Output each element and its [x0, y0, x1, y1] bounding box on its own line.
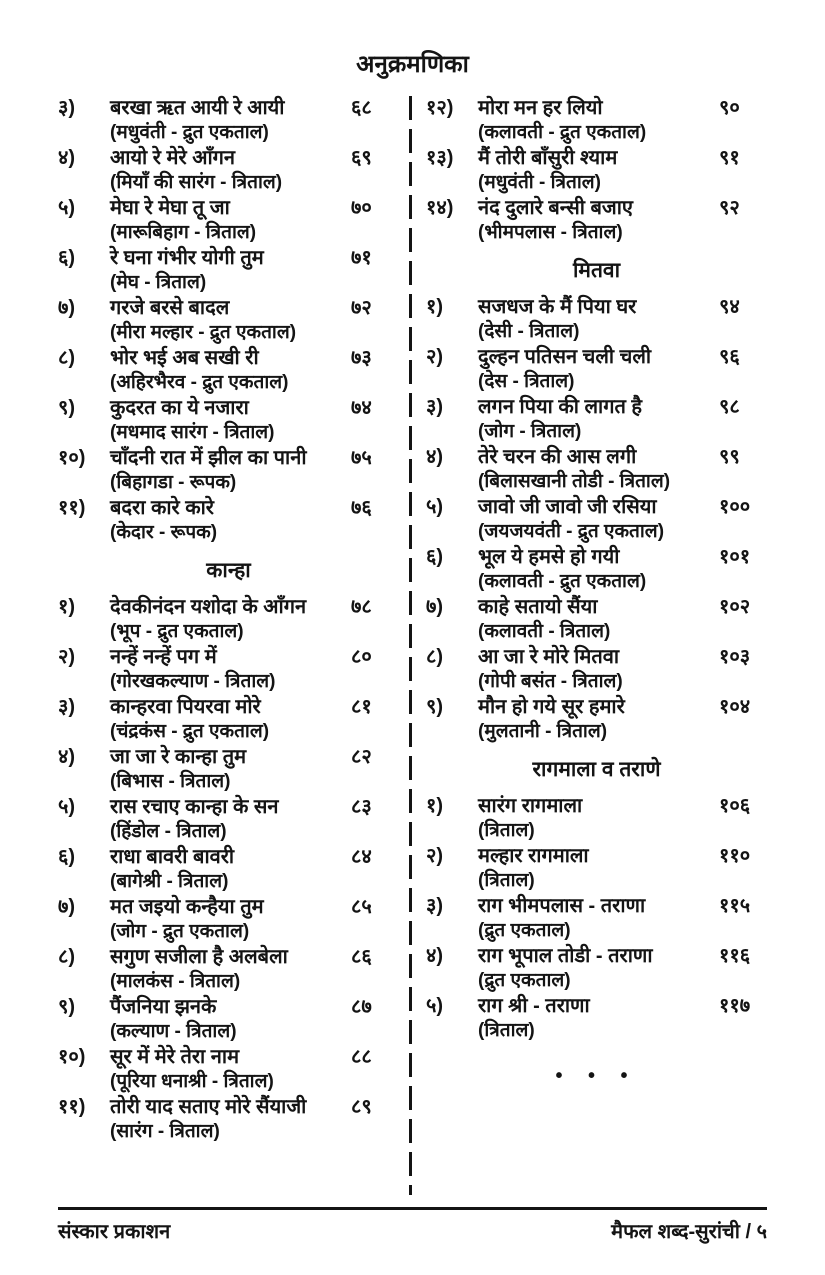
toc-entry — [58, 96, 399, 145]
entry-raga: (कलावती - द्रुत एकताल) — [478, 122, 647, 143]
entry-title: मौन हो गये सूर हमारे — [478, 696, 625, 718]
entry-title: कान्हरवा पियरवा मोरे — [110, 696, 261, 718]
entry-title: मेघा रे मेघा तू जा — [110, 197, 230, 219]
entry-row — [58, 96, 399, 121]
entry-title: मत जइयो कन्हैया तुम — [110, 896, 264, 918]
toc-entry — [58, 396, 399, 445]
entry-page-number: ८८ — [351, 1046, 372, 1068]
entry-page-number: ६८ — [351, 97, 372, 119]
entry-row — [58, 945, 399, 970]
entry-row — [58, 246, 399, 271]
entry-number: ५) — [58, 796, 76, 818]
entry-row — [58, 595, 399, 620]
toc-entry — [58, 595, 399, 644]
entry-title: रास रचाए कान्हा के सन — [110, 796, 279, 818]
entry-number: ९) — [58, 397, 76, 419]
entry-raga: (देसी - त्रिताल) — [478, 321, 580, 342]
entry-title: राग भूपाल तोडी - तराणा — [478, 945, 653, 967]
entry-raga: (मालकंस - त्रिताल) — [110, 971, 241, 992]
entry-number: २) — [58, 646, 76, 668]
entry-raga: (मधुवंती - द्रुत एकताल) — [110, 122, 269, 143]
toc-entry — [58, 745, 399, 794]
entry-title: मल्हार रागमाला — [478, 845, 589, 867]
entry-row — [426, 994, 767, 1019]
entry-raga: (कलावती - द्रुत एकताल) — [478, 571, 647, 592]
entry-number: १) — [426, 296, 444, 318]
entry-row — [58, 1095, 399, 1120]
entry-raga: (हिंडोल - त्रिताल) — [110, 821, 227, 842]
entry-title: दुल्हन पतिसन चली चली — [478, 346, 652, 368]
entry-row — [426, 545, 767, 570]
entry-title: भूल ये हमसे हो गयी — [478, 546, 620, 568]
entry-row — [58, 496, 399, 521]
entry-page-number: ७२ — [351, 297, 372, 319]
entry-row — [58, 845, 399, 870]
entry-number: ६) — [426, 546, 444, 568]
entry-page-number: ९४ — [719, 296, 740, 318]
entry-title: राधा बावरी बावरी — [110, 846, 235, 868]
entry-number: ३) — [426, 396, 444, 418]
entry-number: ७) — [426, 596, 444, 618]
entry-raga: (बिभास - त्रिताल) — [110, 771, 231, 792]
entry-number: ४) — [58, 147, 76, 169]
end-mark: • • • — [555, 1065, 638, 1087]
entry-row — [58, 296, 399, 321]
entry-title: जावो जी जावो जी रसिया — [478, 496, 657, 518]
entry-page-number: ८९ — [351, 1096, 372, 1118]
entry-page-number: ११७ — [719, 995, 751, 1017]
toc-entry — [426, 794, 767, 843]
entry-page-number: ७६ — [351, 497, 372, 519]
entry-title: मैं तोरी बाँसुरी श्याम — [478, 147, 618, 169]
entry-row — [58, 695, 399, 720]
entry-row — [58, 745, 399, 770]
entry-page-number: ७८ — [351, 596, 372, 618]
entry-row — [426, 645, 767, 670]
entry-page-number: ११६ — [719, 945, 751, 967]
entry-raga: (बिहागडा - रूपक) — [110, 472, 237, 493]
entry-page-number: १०० — [719, 496, 751, 518]
entry-number: २) — [426, 346, 444, 368]
entry-raga: (मियाँ की सारंग - त्रिताल) — [110, 172, 283, 193]
entry-row — [426, 345, 767, 370]
entry-raga: (त्रिताल) — [478, 1020, 535, 1041]
toc-entry — [58, 296, 399, 345]
entry-row — [58, 1045, 399, 1070]
entry-row — [426, 196, 767, 221]
entry-number: ३) — [426, 895, 444, 917]
entry-number: ५) — [426, 496, 444, 518]
entry-raga: (पूरिया धनाश्री - त्रिताल) — [110, 1071, 274, 1092]
entry-row — [426, 944, 767, 969]
entry-raga: (चंद्रकंस - द्रुत एकताल) — [110, 721, 270, 742]
entry-row — [58, 895, 399, 920]
entry-page-number: १०६ — [719, 795, 751, 817]
entry-page-number: १०१ — [719, 546, 751, 568]
entry-page-number: ७३ — [351, 347, 372, 369]
entry-row — [58, 446, 399, 471]
entry-row — [426, 445, 767, 470]
entry-number: २) — [426, 845, 444, 867]
entry-number: ९) — [58, 996, 76, 1018]
entry-title: देवकीनंदन यशोदा के आँगन — [110, 596, 307, 618]
entry-number: ६) — [58, 846, 76, 868]
footer-book-page-number: मैफल शब्द-सुरांची / ५ — [611, 1221, 767, 1243]
toc-entry — [426, 96, 767, 145]
entry-number: ३) — [58, 696, 76, 718]
entry-row — [58, 795, 399, 820]
footer-publisher: संस्कार प्रकाशन — [58, 1221, 171, 1243]
toc-entry — [58, 446, 399, 495]
entry-number: ८) — [58, 946, 76, 968]
entry-page-number: १०४ — [719, 696, 751, 718]
toc-entry — [58, 146, 399, 195]
entry-row — [426, 695, 767, 720]
toc-entry — [426, 894, 767, 943]
entry-page-number: ७४ — [351, 397, 372, 419]
entry-row — [58, 146, 399, 171]
entry-title: आ जा रे मोरे मितवा — [478, 646, 620, 668]
entry-page-number: ९६ — [719, 346, 740, 368]
entry-raga: (भीमपलास - त्रिताल) — [478, 222, 623, 243]
entry-page-number: १०३ — [719, 646, 751, 668]
entry-row — [426, 894, 767, 919]
entry-number: ११) — [58, 497, 86, 519]
entry-title: सारंग रागमाला — [478, 795, 583, 817]
toc-entry — [58, 346, 399, 395]
entry-raga: (मुलतानी - त्रिताल) — [478, 721, 608, 742]
entry-number: १४) — [426, 197, 454, 219]
entry-raga: (गोरखकल्याण - त्रिताल) — [110, 671, 276, 692]
entry-row — [426, 295, 767, 320]
entry-title: भोर भई अब सखी री — [110, 347, 259, 369]
entry-number: ४) — [426, 446, 444, 468]
entry-row — [58, 645, 399, 670]
toc-entry — [426, 445, 767, 494]
toc-entry — [58, 795, 399, 844]
entry-raga: (सारंग - त्रिताल) — [110, 1121, 220, 1142]
entry-title: नंद दुलारे बन्सी बजाए — [478, 197, 633, 219]
section-heading: मितवा — [572, 259, 621, 282]
entry-row — [58, 196, 399, 221]
entry-number: १२) — [426, 97, 454, 119]
entry-number: ११) — [58, 1096, 86, 1118]
entry-number: १) — [58, 596, 76, 618]
entry-row — [426, 844, 767, 869]
toc-entry — [58, 645, 399, 694]
entry-number: ४) — [58, 746, 76, 768]
entry-number: ५) — [426, 995, 444, 1017]
entry-raga: (मारूबिहाग - त्रिताल) — [110, 222, 257, 243]
toc-entry — [426, 695, 767, 744]
entry-raga: (देस - त्रिताल) — [478, 371, 575, 392]
entry-page-number: ८३ — [351, 796, 372, 818]
right-column — [412, 96, 767, 1195]
toc-entry — [426, 645, 767, 694]
toc-entry — [426, 345, 767, 394]
entry-raga: (त्रिताल) — [478, 870, 535, 891]
toc-entry — [58, 246, 399, 295]
entry-page-number: ९२ — [719, 197, 740, 219]
entry-title: जा जा रे कान्हा तुम — [110, 746, 247, 768]
entry-title: कुदरत का ये नजारा — [110, 397, 249, 419]
toc-entry — [426, 146, 767, 195]
entry-page-number: ६९ — [351, 147, 372, 169]
page-title: अनुक्रमणिका — [356, 51, 469, 78]
entry-raga: (भूप - द्रुत एकताल) — [110, 621, 244, 642]
entry-title: सजधज के मैं पिया घर — [478, 296, 637, 318]
entry-title: रे घना गंभीर योगी तुम — [110, 247, 264, 269]
toc-entry — [426, 844, 767, 893]
toc-entry — [426, 595, 767, 644]
entry-title: बदरा कारे कारे — [110, 497, 214, 519]
entry-title: सूर में मेरे तेरा नाम — [110, 1046, 240, 1068]
entry-page-number: ७५ — [351, 447, 372, 469]
entry-number: ३) — [58, 97, 76, 119]
entry-title: राग भीमपलास - तराणा — [478, 895, 646, 917]
entry-row — [58, 396, 399, 421]
toc-entry — [426, 994, 767, 1043]
entry-title: पैंजनिया झनके — [110, 996, 217, 1018]
entry-raga: (जोग - त्रिताल) — [478, 421, 582, 442]
toc-columns — [58, 96, 767, 1195]
entry-row — [426, 595, 767, 620]
entry-row — [426, 146, 767, 171]
toc-entry — [426, 944, 767, 993]
entry-raga: (मेघ - त्रिताल) — [110, 272, 207, 293]
entry-row — [58, 995, 399, 1020]
entry-raga: (त्रिताल) — [478, 820, 535, 841]
entry-page-number: ७० — [351, 197, 372, 219]
entry-title: सगुण सजीला है अलबेला — [110, 946, 288, 968]
entry-raga: (जोग - द्रुत एकताल) — [110, 921, 250, 942]
entry-title: काहे सतायो सैंया — [478, 596, 598, 618]
entry-title: नन्हें नन्हें पग में — [110, 646, 217, 668]
entry-number: १) — [426, 795, 444, 817]
entry-page-number: ९९ — [719, 446, 740, 468]
toc-entry — [426, 196, 767, 245]
left-column — [58, 96, 409, 1195]
entry-row — [426, 794, 767, 819]
entry-raga: (द्रुत एकताल) — [478, 920, 571, 941]
entry-title: तोरी याद सताए मोरे सैंयाजी — [110, 1096, 307, 1118]
entry-row — [426, 495, 767, 520]
entry-number: ५) — [58, 197, 76, 219]
entry-number: ४) — [426, 945, 444, 967]
entry-page-number: ८५ — [351, 896, 372, 918]
section-heading: कान्हा — [206, 559, 251, 582]
toc-entry — [58, 945, 399, 994]
entry-title: राग श्री - तराणा — [478, 995, 590, 1017]
entry-row — [426, 395, 767, 420]
entry-number: ६) — [58, 247, 76, 269]
entry-page-number: १०२ — [719, 596, 751, 618]
entry-page-number: ९० — [719, 97, 740, 119]
entry-raga: (मीरा मल्हार - द्रुत एकताल) — [110, 322, 297, 343]
entry-page-number: ८७ — [351, 996, 372, 1018]
entry-raga: (बिलासखानी तोडी - त्रिताल) — [478, 471, 671, 492]
entry-title: गरजे बरसे बादल — [110, 297, 230, 319]
entry-number: ७) — [58, 896, 76, 918]
entry-page-number: ८४ — [351, 846, 372, 868]
entry-title: लगन पिया की लागत है — [478, 396, 643, 418]
entry-raga: (कल्याण - त्रिताल) — [110, 1021, 237, 1042]
toc-entry — [58, 845, 399, 894]
section-heading: रागमाला व तराणे — [532, 758, 661, 781]
entry-number: ८) — [426, 646, 444, 668]
toc-entry — [426, 495, 767, 544]
entry-raga: (मधुवंती - त्रिताल) — [478, 172, 601, 193]
entry-raga: (मधमाद सारंग - त्रिताल) — [110, 422, 275, 443]
entry-number: १०) — [58, 447, 86, 469]
entry-title: बरखा ऋत आयी रे आयी — [110, 97, 285, 119]
entry-number: १३) — [426, 147, 454, 169]
toc-entry — [426, 295, 767, 344]
toc-entry — [58, 695, 399, 744]
entry-number: ९) — [426, 696, 444, 718]
entry-title: मोरा मन हर लियो — [478, 97, 603, 119]
entry-page-number: ७१ — [351, 247, 372, 269]
toc-entry — [58, 1095, 399, 1144]
toc-entry — [426, 545, 767, 594]
entry-row — [426, 96, 767, 121]
entry-raga: (कलावती - त्रिताल) — [478, 621, 611, 642]
entry-raga: (अहिरभैरव - द्रुत एकताल) — [110, 372, 289, 393]
entry-title: चाँदनी रात में झील का पानी — [110, 447, 307, 469]
entry-number: १०) — [58, 1046, 86, 1068]
toc-entry — [58, 995, 399, 1044]
entry-raga: (द्रुत एकताल) — [478, 970, 571, 991]
entry-page-number: ११० — [719, 845, 751, 867]
toc-entry — [426, 395, 767, 444]
toc-entry — [58, 895, 399, 944]
entry-raga: (गोपी बसंत - त्रिताल) — [478, 671, 623, 692]
page-footer — [58, 1207, 767, 1245]
entry-page-number: ८२ — [351, 746, 372, 768]
entry-raga: (बागेश्री - त्रिताल) — [110, 871, 229, 892]
toc-entry — [58, 496, 399, 545]
entry-title: तेरे चरन की आस लगी — [478, 446, 637, 468]
entry-number: ८) — [58, 347, 76, 369]
entry-number: ७) — [58, 297, 76, 319]
entry-raga: (जयजयवंती - द्रुत एकताल) — [478, 521, 665, 542]
toc-entry — [58, 196, 399, 245]
entry-page-number: ८१ — [351, 696, 372, 718]
entry-page-number: ९८ — [719, 396, 740, 418]
toc-entry — [58, 1045, 399, 1094]
entry-title: आयो रे मेरे आँगन — [110, 147, 236, 169]
entry-page-number: ११५ — [719, 895, 751, 917]
entry-page-number: ८० — [351, 646, 372, 668]
entry-row — [58, 346, 399, 371]
entry-raga: (केदार - रूपक) — [110, 522, 218, 543]
entry-page-number: ९१ — [719, 147, 740, 169]
entry-page-number: ८६ — [351, 946, 372, 968]
